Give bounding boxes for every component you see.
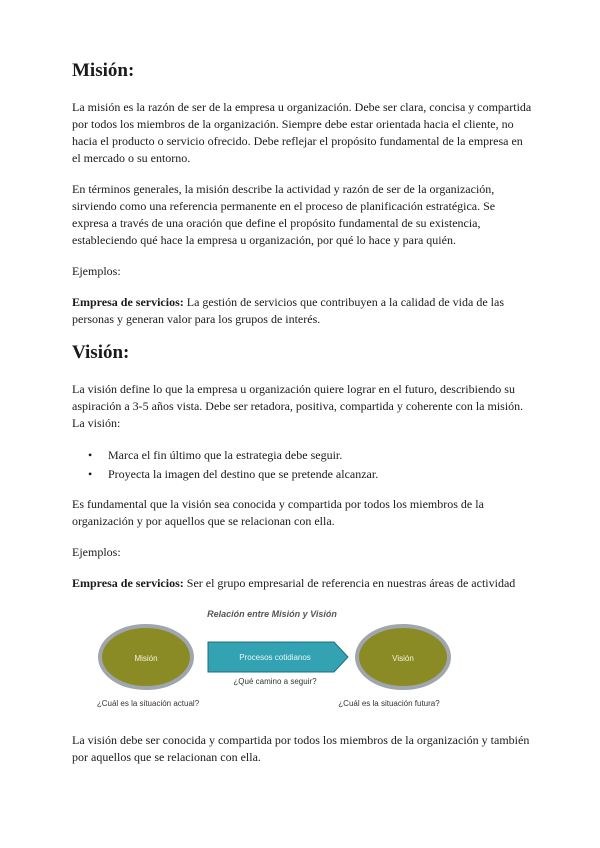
vision-oval-label: Visión xyxy=(392,653,414,663)
right-question: ¿Cuál es la situación futura? xyxy=(338,698,440,708)
middle-question: ¿Qué camino a seguir? xyxy=(233,676,317,686)
mision-examples-label: Ejemplos: xyxy=(72,263,121,278)
document-page xyxy=(72,60,532,780)
vision-examples-label: Ejemplos: xyxy=(72,544,121,559)
vision-example-label: Empresa de servicios: xyxy=(72,575,184,590)
procesos-arrow-label: Procesos cotidianos xyxy=(239,652,311,662)
mision-vision-diagram xyxy=(72,606,532,718)
vision-example xyxy=(72,575,532,592)
vision-example-text: Ser el grupo empresarial de referencia en nuestras áreas de actividad xyxy=(183,575,516,590)
mision-example-label: Empresa de servicios: xyxy=(72,294,184,309)
mision-heading: Misión: xyxy=(72,60,135,81)
list-item: • Proyecta la imagen del destino que se pretende alcanzar. xyxy=(94,465,532,484)
diagram-title: Relación entre Misión y Visión xyxy=(207,608,337,619)
vision-paragraph-2: Es fundamental que la visión sea conocida y compartida por todos los miembros de la organización y por aquellos que se relacionan con ella. xyxy=(72,496,484,528)
diagram-svg xyxy=(72,606,532,718)
mision-example-text: La gestión de servicios que contribuyen a la calidad de vida de las personas y generan valor para los grupos de interés. xyxy=(72,294,504,326)
vision-paragraph-1: La visión define lo que la empresa u organización quiere lograr en el futuro, describiendo su aspiración a 3-5 años vista. Debe ser retadora, positiva, compartida y coherente con la misión. La visión: xyxy=(72,381,524,430)
left-question: ¿Cuál es la situación actual? xyxy=(96,698,200,708)
mision-paragraph-2: En términos generales, la misión describe la actividad y razón de ser de la organización, sirviendo como una referencia permanente en el proceso de planificación estratégica. Se expresa a través de una oración que define el propósito fundamental de su existencia, estableciendo qué hace la empresa u organización, por qué lo hace y para quién. xyxy=(72,181,496,247)
closing-paragraph: La visión debe ser conocida y compartida por todos los miembros de la organización y también por aquellos que se relacionan con ella. xyxy=(72,732,530,764)
vision-heading: Visión: xyxy=(72,341,130,363)
list-item: • Marca el fin último que la estrategia debe seguir. xyxy=(94,446,532,465)
vision-bullet-list xyxy=(72,446,532,484)
mision-oval-label: Misión xyxy=(134,653,158,663)
mision-paragraph-1: La misión es la razón de ser de la empresa u organización. Debe ser clara, concisa y compartida por todos los miembros de la organización. Siempre debe estar orientada hacia el cliente, no hacia el producto o servicio ofrecido. Debe reflejar el propósito fundamental de la empresa en el mercado o su entorno. xyxy=(72,99,532,165)
mision-example xyxy=(72,294,532,328)
